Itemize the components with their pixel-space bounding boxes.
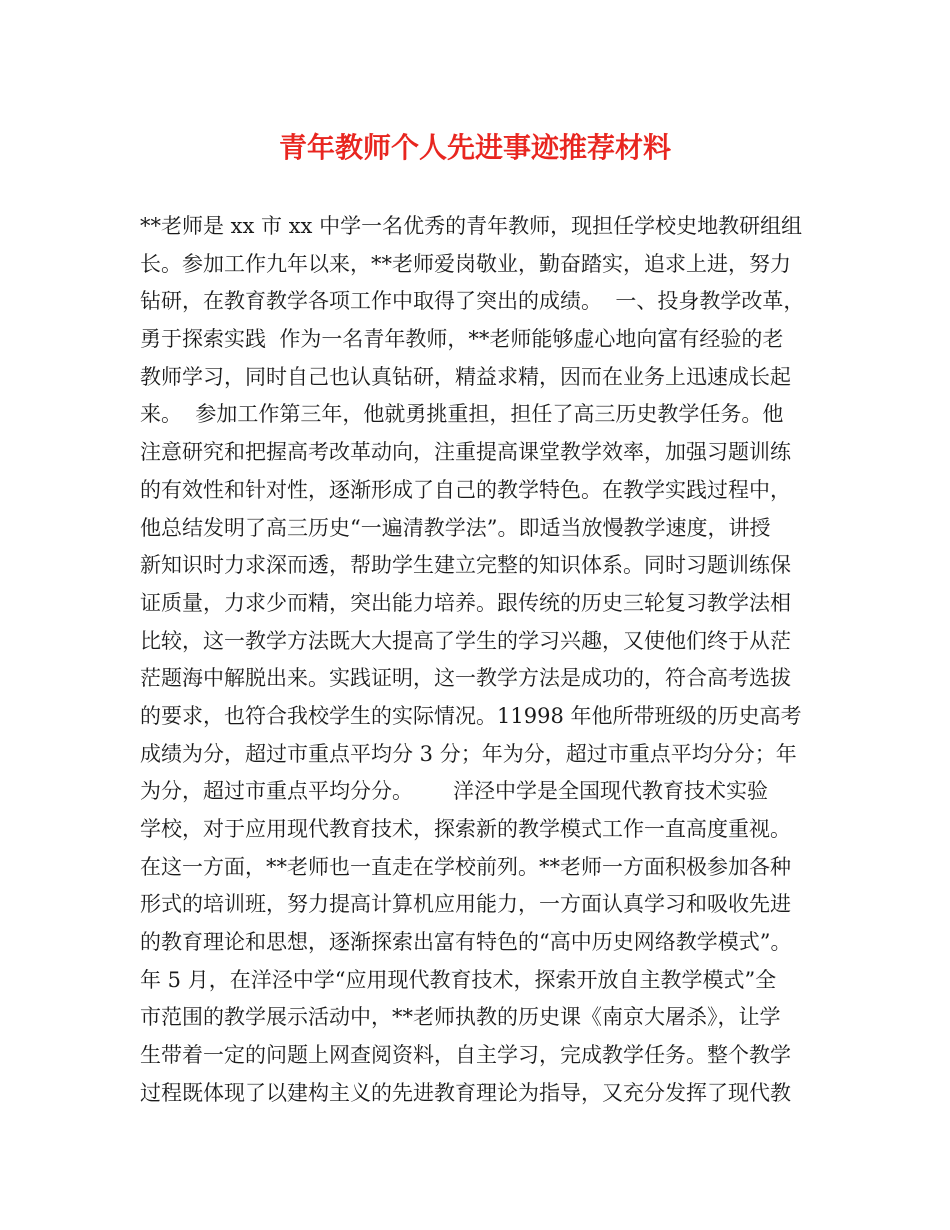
body-line: 的要求，也符合我校学生的实际情况。11998 年他所带班级的历史高考 [140, 703, 802, 728]
body-line: 教师学习，同时自己也认真钻研，精益求精，因而在业务上迅速成长起 [140, 364, 791, 389]
document-title: 青年教师个人先进事迹推荐材料 [278, 131, 671, 164]
body-line: 成绩为分，超过市重点平均分 3 分；年为分，超过市重点平均分分；年 [140, 741, 797, 766]
body-line: 形式的培训班，努力提高计算机应用能力，一方面认真学习和吸收先进 [140, 892, 791, 917]
body-line: 学校，对于应用现代教育技术，探索新的教学模式工作一直高度重视。 [140, 817, 791, 841]
body-line: 在这一方面，**老师也一直走在学校前列。**老师一方面积极参加各种 [140, 854, 791, 879]
body-line: 证质量，力求少而精，突出能力培养。跟传统的历史三轮复习教学法相 [140, 590, 791, 615]
body-line: 茫题海中解脱出来。实践证明，这一教学方法是成功的，符合高考选拔 [140, 666, 791, 691]
body-line: 勇于探索实践 作为一名青年教师，**老师能够虚心地向富有经验的老 [140, 327, 784, 352]
body-line: 为分，超过市重点平均分分。 洋泾中学是全国现代教育技术实验 [140, 779, 769, 804]
body-line: 来。 参加工作第三年，他就勇挑重担，担任了高三历史教学任务。他 [140, 402, 784, 427]
body-line: 注意研究和把握高考改革动向，注重提高课堂教学效率，加强习题训练 [140, 440, 791, 465]
body-line: 年 5 月，在洋泾中学“应用现代教育技术，探索开放自主教学模式”全 [140, 967, 777, 992]
body-line: 他总结发明了高三历史“一遍清教学法”。即适当放慢教学速度，讲授 [140, 515, 771, 540]
body-line: 市范围的教学展示活动中，**老师执教的历史课《南京大屠杀》，让学 [140, 1005, 781, 1030]
body-line: 的有效性和针对性，逐渐形成了自己的教学特色。在教学实践过程中， [140, 477, 791, 502]
body-line: **老师是 xx 市 xx 中学一名优秀的青年教师，现担任学校史地教研组组 [140, 214, 803, 238]
body-line: 新知识时力求深而透，帮助学生建立完整的知识体系。同时习题训练保 [140, 553, 791, 578]
body-line: 生带着一定的问题上网查阅资料，自主学习，完成教学任务。整个教学 [140, 1043, 791, 1068]
body-line: 钻研，在教育教学各项工作中取得了突出的成绩。 一、投身教学改革， [140, 289, 805, 314]
body-line: 长。参加工作九年以来，**老师爱岗敬业，勤奋踏实，追求上进，努力 [140, 251, 791, 276]
body-line: 的教育理论和思想，逐渐探索出富有特色的“高中历史网络教学模式”。 [140, 930, 792, 955]
body-line: 过程既体现了以建构主义的先进教育理论为指导，又充分发挥了现代教 [140, 1080, 791, 1105]
document-body [140, 208, 820, 1113]
body-line: 比较，这一教学方法既大大提高了学生的学习兴趣，又使他们终于从茫 [140, 628, 791, 653]
